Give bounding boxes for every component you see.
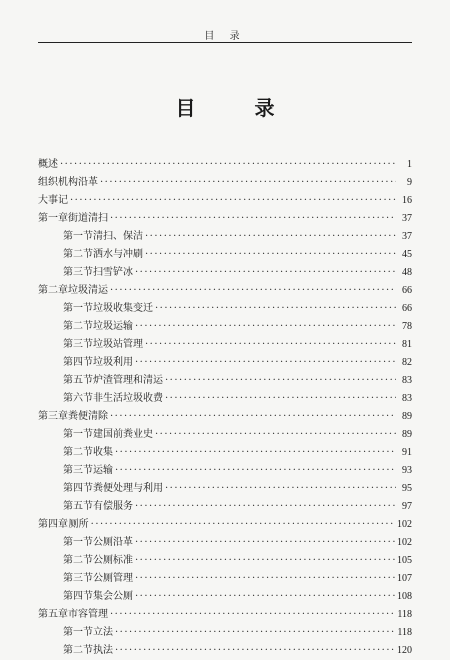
dot-leader xyxy=(91,516,395,534)
dot-leader xyxy=(135,570,395,588)
page-number: 1 xyxy=(407,159,412,170)
dot-leader xyxy=(70,192,396,210)
toc-entry xyxy=(38,210,412,228)
entry-title: 大事记 xyxy=(38,195,68,206)
dot-leader xyxy=(110,408,396,426)
dot-leader xyxy=(145,228,396,246)
dot-leader xyxy=(115,444,396,462)
page-number: 105 xyxy=(397,555,412,566)
page-number: 91 xyxy=(402,447,412,458)
section-number: 第三节 xyxy=(63,573,93,584)
dot-leader xyxy=(165,372,396,390)
dot-leader xyxy=(135,264,396,282)
section-number: 第二节 xyxy=(63,645,93,656)
page-number: 89 xyxy=(402,411,412,422)
chapter-number: 第二章 xyxy=(38,285,68,296)
page-number: 95 xyxy=(402,483,412,494)
toc-entry xyxy=(38,426,412,444)
page-number: 89 xyxy=(402,429,412,440)
dot-leader xyxy=(110,210,396,228)
entry-title: 执法 xyxy=(93,645,113,656)
page-number: 78 xyxy=(402,321,412,332)
page-number: 93 xyxy=(402,465,412,476)
entry-title: 立法 xyxy=(93,627,113,638)
section-number: 第一节 xyxy=(63,429,93,440)
entry-title: 垃圾清运 xyxy=(68,285,108,296)
entry-title: 扫雪铲冰 xyxy=(93,267,133,278)
page-number: 48 xyxy=(402,267,412,278)
section-number: 第五节 xyxy=(63,375,93,386)
section-number: 第四节 xyxy=(63,483,93,494)
page-number: 108 xyxy=(397,591,412,602)
dot-leader xyxy=(135,354,396,372)
page-number: 83 xyxy=(402,375,412,386)
page-title: 目 录 xyxy=(175,96,301,120)
page-number: 97 xyxy=(402,501,412,512)
page-number: 118 xyxy=(397,627,412,638)
table-of-contents xyxy=(38,156,412,660)
page-number: 37 xyxy=(402,231,412,242)
entry-title: 公厕标准 xyxy=(93,555,133,566)
entry-title: 粪便清除 xyxy=(68,411,108,422)
toc-entry xyxy=(38,300,412,318)
section-number: 第一节 xyxy=(63,627,93,638)
section-number: 第四节 xyxy=(63,591,93,602)
entry-title: 粪便处理与利用 xyxy=(93,483,163,494)
toc-entry xyxy=(38,228,412,246)
dot-leader xyxy=(135,534,395,552)
entry-title: 建国前粪业史 xyxy=(93,429,153,440)
chapter-number: 第三章 xyxy=(38,411,68,422)
dot-leader xyxy=(135,498,396,516)
entry-title: 垃圾利用 xyxy=(93,357,133,368)
entry-title: 街道清扫 xyxy=(68,213,108,224)
dot-leader xyxy=(155,300,396,318)
page-number: 120 xyxy=(397,645,412,656)
page-number: 66 xyxy=(402,285,412,296)
entry-title: 收集 xyxy=(93,447,113,458)
dot-leader xyxy=(165,390,396,408)
section-number: 第一节 xyxy=(63,303,93,314)
toc-entry xyxy=(38,462,412,480)
entry-title: 洒水与冲刷 xyxy=(93,249,143,260)
toc-entry xyxy=(38,264,412,282)
entry-title: 垃圾收集变迁 xyxy=(93,303,153,314)
section-number: 第二节 xyxy=(63,321,93,332)
dot-leader xyxy=(145,336,396,354)
toc-entry xyxy=(38,552,412,570)
toc-entry xyxy=(38,174,412,192)
section-number: 第四节 xyxy=(63,357,93,368)
page-number: 9 xyxy=(407,177,412,188)
page-number: 102 xyxy=(397,537,412,548)
page-number: 66 xyxy=(402,303,412,314)
page-number: 107 xyxy=(397,573,412,584)
toc-entry xyxy=(38,354,412,372)
page-number: 102 xyxy=(397,519,412,530)
page-number: 81 xyxy=(402,339,412,350)
entry-title: 炉渣管理和清运 xyxy=(93,375,163,386)
chapter-number: 第一章 xyxy=(38,213,68,224)
toc-entry xyxy=(38,390,412,408)
page-number: 37 xyxy=(402,213,412,224)
toc-entry xyxy=(38,498,412,516)
toc-entry xyxy=(38,606,412,624)
dot-leader xyxy=(115,642,395,660)
page-number: 82 xyxy=(402,357,412,368)
toc-entry xyxy=(38,588,412,606)
entry-title: 运输 xyxy=(93,465,113,476)
toc-entry xyxy=(38,480,412,498)
toc-entry xyxy=(38,192,412,210)
toc-entry xyxy=(38,282,412,300)
entry-title: 有偿服务 xyxy=(93,501,133,512)
section-number: 第五节 xyxy=(63,501,93,512)
header-rule xyxy=(38,42,412,43)
toc-entry xyxy=(38,246,412,264)
chapter-number: 第五章 xyxy=(38,609,68,620)
section-number: 第六节 xyxy=(63,393,93,404)
entry-title: 概述 xyxy=(38,159,58,170)
page-number: 45 xyxy=(402,249,412,260)
entry-title: 厕所 xyxy=(68,519,89,530)
dot-leader xyxy=(135,588,395,606)
toc-entry xyxy=(38,444,412,462)
page-number: 16 xyxy=(402,195,412,206)
entry-title: 非生活垃圾收费 xyxy=(93,393,163,404)
dot-leader xyxy=(155,426,396,444)
entry-title: 公厕管理 xyxy=(93,573,133,584)
section-number: 第一节 xyxy=(63,231,93,242)
toc-entry xyxy=(38,570,412,588)
toc-entry xyxy=(38,336,412,354)
entry-title: 组织机构沿革 xyxy=(38,177,98,188)
toc-entry xyxy=(38,408,412,426)
entry-title: 清扫、保洁 xyxy=(93,231,143,242)
section-number: 第二节 xyxy=(63,249,93,260)
entry-title: 市容管理 xyxy=(68,609,108,620)
dot-leader xyxy=(115,462,396,480)
dot-leader xyxy=(145,246,396,264)
section-number: 第三节 xyxy=(63,339,93,350)
page-number: 83 xyxy=(402,393,412,404)
toc-entry xyxy=(38,534,412,552)
section-number: 第二节 xyxy=(63,447,93,458)
entry-title: 垃圾站管理 xyxy=(93,339,143,350)
dot-leader xyxy=(100,174,396,192)
toc-entry xyxy=(38,624,412,642)
toc-entry xyxy=(38,516,412,534)
section-number: 第三节 xyxy=(63,267,93,278)
toc-entry xyxy=(38,156,412,174)
dot-leader xyxy=(135,552,395,570)
toc-entry xyxy=(38,642,412,660)
dot-leader xyxy=(110,606,395,624)
toc-entry xyxy=(38,372,412,390)
section-number: 第三节 xyxy=(63,465,93,476)
entry-title: 集会公厕 xyxy=(93,591,133,602)
entry-title: 垃圾运输 xyxy=(93,321,133,332)
section-number: 第二节 xyxy=(63,555,93,566)
toc-entry xyxy=(38,318,412,336)
running-header: 目 录 xyxy=(204,31,246,42)
chapter-number: 第四章 xyxy=(38,519,68,530)
page-number: 118 xyxy=(397,609,412,620)
section-number: 第一节 xyxy=(63,537,93,548)
dot-leader xyxy=(110,282,396,300)
entry-title: 公厕沿革 xyxy=(93,537,133,548)
dot-leader xyxy=(115,624,395,642)
dot-leader xyxy=(60,156,396,174)
dot-leader xyxy=(165,480,396,498)
dot-leader xyxy=(135,318,396,336)
